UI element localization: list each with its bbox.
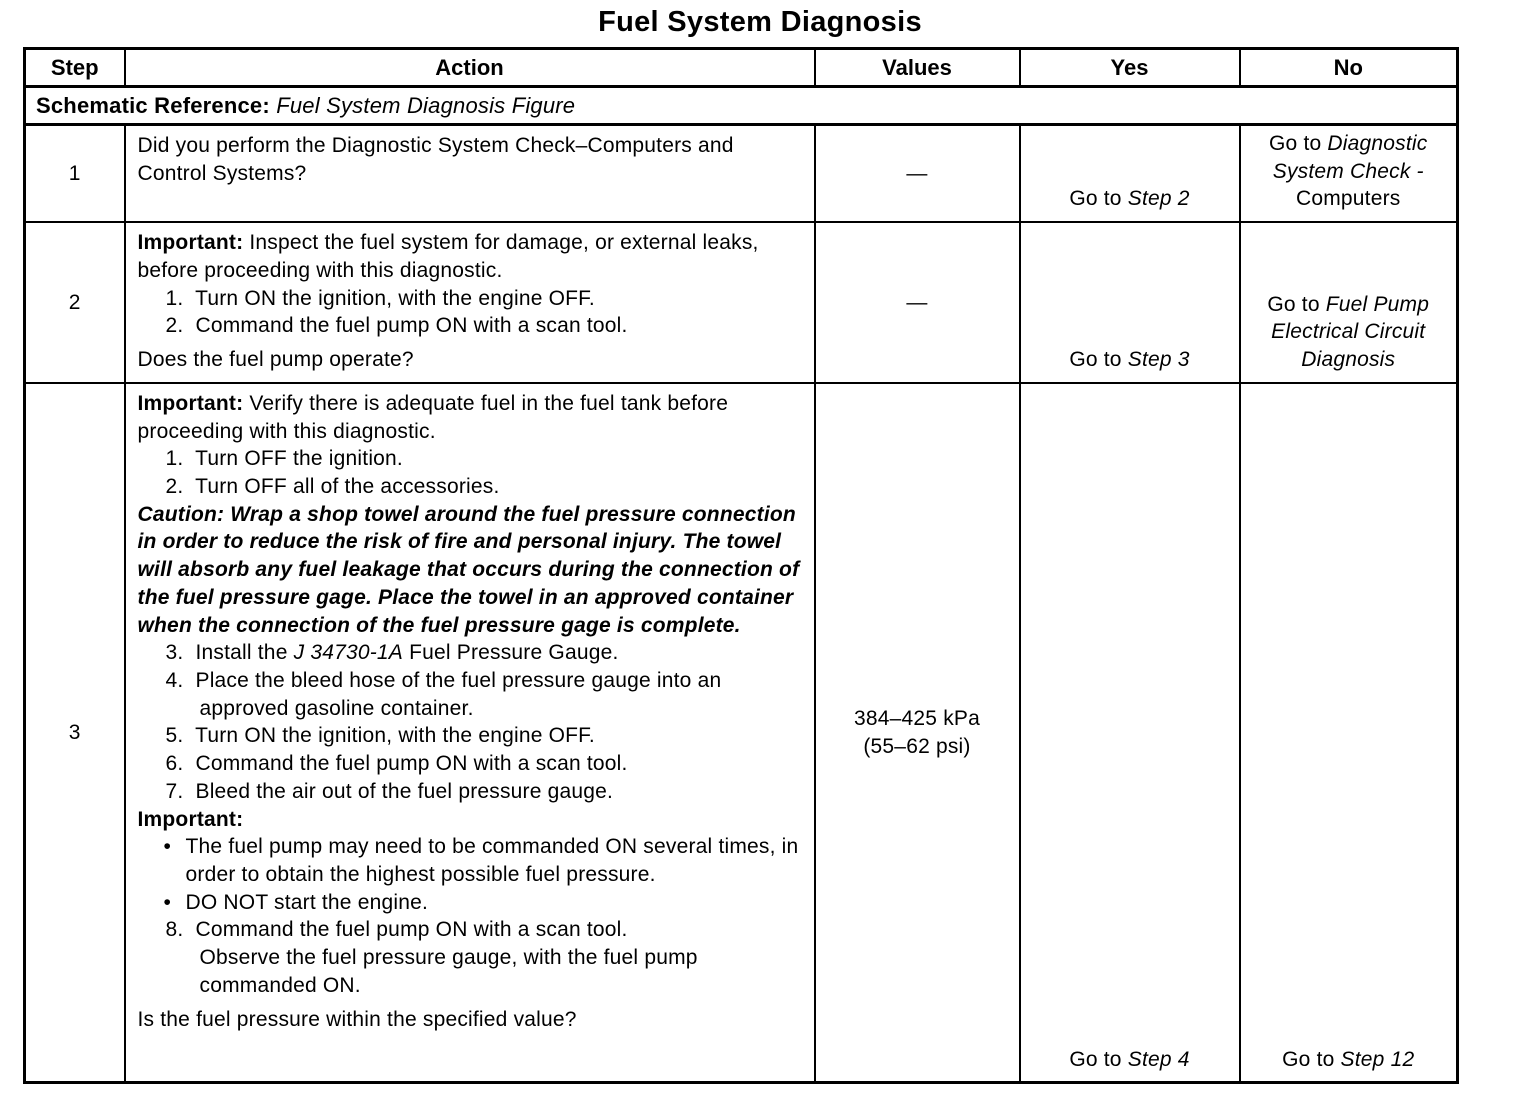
schematic-reference-row	[25, 87, 1458, 125]
step-text: 3. Install the	[165, 641, 294, 665]
step-text: Fuel Pressure Gauge.	[403, 641, 619, 665]
important-text: Verify there is adequate fuel in the fuel tank before proceeding with this diagnostic.	[137, 391, 729, 443]
go-to-target: Step 12	[1340, 1047, 1415, 1071]
value-kpa: 384–425 kPa	[854, 706, 980, 730]
bullet-text: The fuel pump may need to be commanded ON several times, in order to obtain the highest possible fuel pressure.	[185, 835, 799, 886]
go-to-target: Diagnostic System Check -	[1272, 132, 1428, 183]
page-title: Fuel System Diagnosis	[598, 6, 922, 38]
action-cell	[125, 222, 815, 383]
action-step: 6. Command the fuel pump ON with a scan tool.	[165, 752, 628, 776]
tool-number: J 34730-1A	[293, 641, 404, 665]
important-label: Important:	[137, 807, 244, 831]
schematic-reference	[25, 87, 1458, 125]
col-header-action: Action	[125, 49, 815, 87]
go-to-text: Go to	[1269, 132, 1328, 156]
action-text: Did you perform the Diagnostic System Check–Computers and Control Systems?	[137, 134, 734, 185]
important-note	[138, 390, 802, 445]
yes-cell	[1020, 222, 1240, 383]
question-text: Does the fuel pump operate?	[137, 348, 414, 372]
action-step: 2. Command the fuel pump ON with a scan tool.	[165, 314, 628, 338]
action-step: 1. Turn ON the ignition, with the engine OFF.	[165, 286, 595, 310]
action-step-continuation: Observe the fuel pressure gauge, with the fuel pump commanded ON.	[199, 946, 698, 997]
action-step	[138, 639, 802, 667]
go-to-text: Go to	[1069, 187, 1128, 211]
important-label: Important:	[137, 231, 244, 255]
bullet-point	[138, 833, 802, 888]
action-step: 2. Turn OFF all of the accessories.	[165, 474, 500, 498]
question-text: Is the fuel pressure within the specified value?	[137, 1007, 577, 1031]
col-header-step: Step	[25, 49, 125, 87]
go-to-text: Go to	[1069, 1047, 1128, 1071]
yes-cell	[1020, 125, 1240, 223]
go-to-text: Go to	[1267, 292, 1326, 316]
important-note	[138, 229, 802, 284]
schematic-value: Fuel System Diagnosis Figure	[269, 93, 576, 118]
important-text: Inspect the fuel system for damage, or external leaks, before proceeding with this diagnostic.	[137, 231, 759, 282]
table-row-step-2	[25, 222, 1458, 383]
no-cell	[1240, 383, 1458, 1083]
values-cell: —	[815, 222, 1020, 383]
go-to-target: Step 3	[1127, 348, 1190, 372]
caution-note: Caution: Wrap a shop towel around the fuel pressure connection in order to reduce the risk of fire and personal injury. The towel will absorb any fuel leakage that occurs during the connection of the fuel pressure gage. Place the towel in an approved container when the connection of the fuel pressure gage is complete.	[137, 502, 800, 637]
go-to-text: Go to	[1282, 1047, 1341, 1071]
action-cell	[125, 125, 815, 223]
col-header-no: No	[1240, 49, 1458, 87]
action-step: 5. Turn ON the ignition, with the engine OFF.	[165, 724, 595, 748]
bullet-icon: •	[163, 890, 172, 914]
go-to-target-suffix: Computers	[1295, 187, 1401, 211]
step-number: 3	[25, 383, 125, 1083]
important-label: Important:	[137, 391, 244, 415]
schematic-label: Schematic Reference:	[36, 93, 270, 118]
bullet-text: DO NOT start the engine.	[185, 890, 429, 914]
step-number: 1	[25, 125, 125, 223]
bullet-icon: •	[163, 835, 172, 859]
bullet-point	[138, 889, 802, 917]
go-to-target: Step 4	[1127, 1047, 1190, 1071]
table-row-step-1	[25, 125, 1458, 223]
no-cell	[1240, 125, 1458, 223]
col-header-yes: Yes	[1020, 49, 1240, 87]
action-step: 7. Bleed the air out of the fuel pressure gauge.	[165, 779, 614, 803]
values-cell: —	[815, 125, 1020, 223]
action-step: 4. Place the bleed hose of the fuel pressure gauge into an approved gasoline container.	[165, 668, 722, 720]
action-step: 1. Turn OFF the ignition.	[165, 447, 403, 471]
step-number: 2	[25, 222, 125, 383]
value-psi: (55–62 psi)	[863, 734, 971, 758]
go-to-text: Go to	[1069, 348, 1128, 372]
action-step: 8. Command the fuel pump ON with a scan tool.	[165, 918, 628, 942]
action-cell	[125, 383, 815, 1083]
diagnosis-table	[23, 47, 1459, 1084]
values-cell	[815, 383, 1020, 1083]
col-header-values: Values	[815, 49, 1020, 87]
no-cell	[1240, 222, 1458, 383]
go-to-target: Step 2	[1127, 187, 1190, 211]
document-page	[0, 6, 1520, 1084]
yes-cell	[1020, 383, 1240, 1083]
header-row	[25, 49, 1458, 87]
table-row-step-3	[25, 383, 1458, 1083]
go-to-target: Fuel Pump Electrical Circuit Diagnosis	[1271, 292, 1430, 372]
